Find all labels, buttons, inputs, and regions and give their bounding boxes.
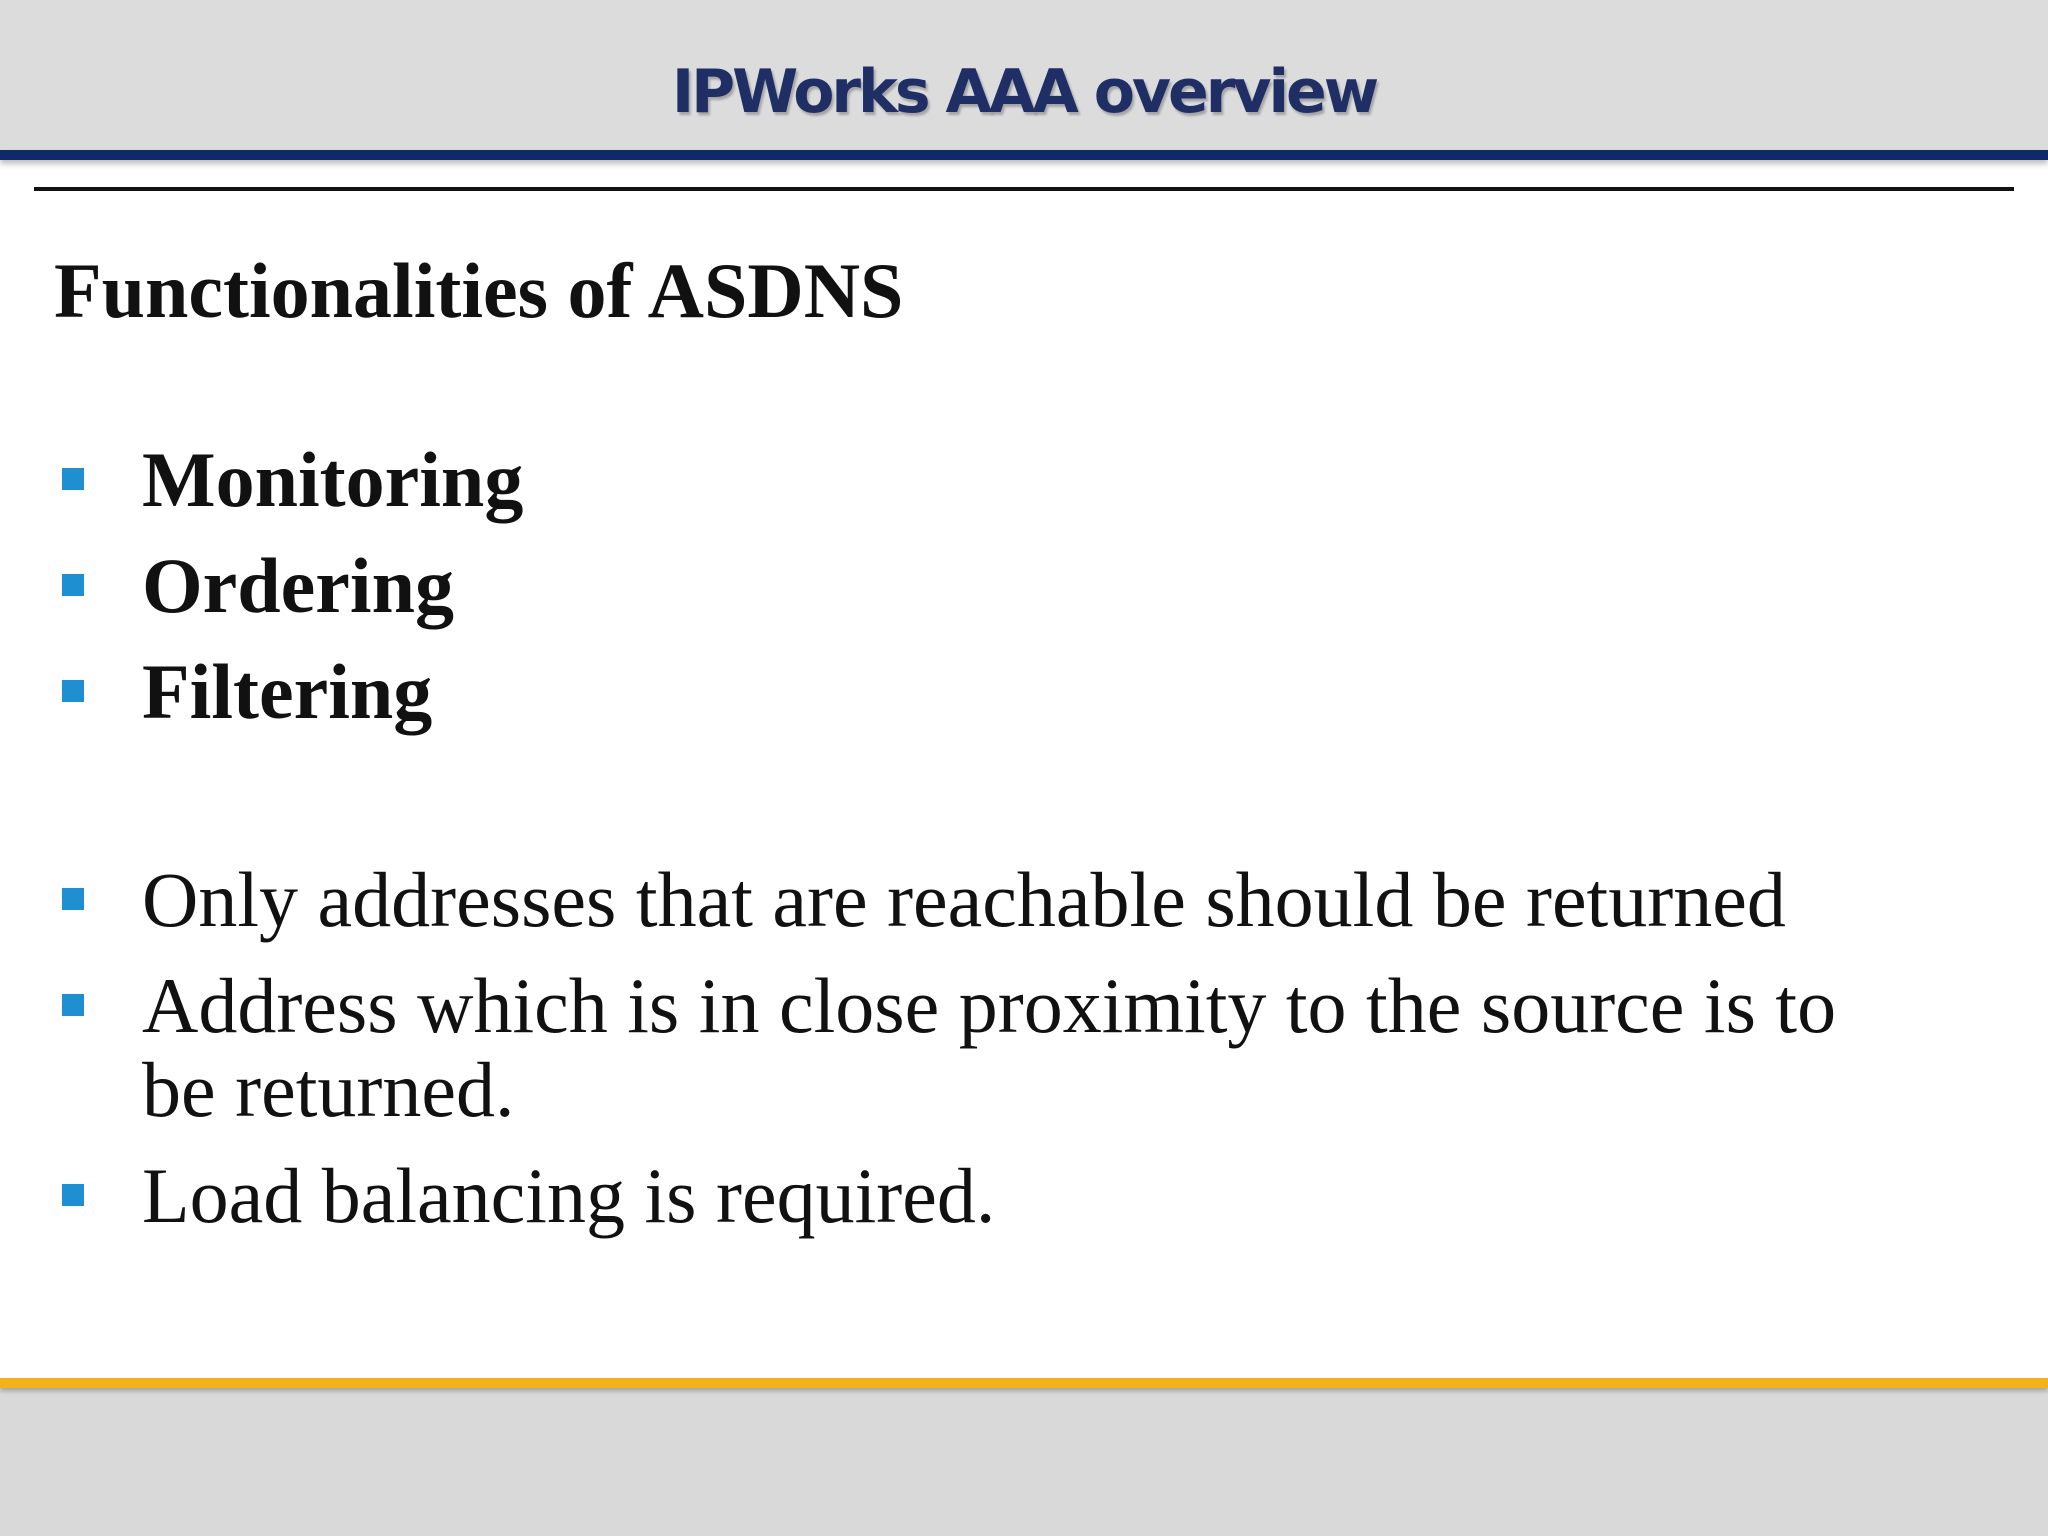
list-item-monitoring — [54, 438, 523, 544]
list-item-proximity — [54, 964, 1914, 1132]
footer-band — [0, 1386, 2048, 1536]
square-bullet-icon — [62, 680, 84, 702]
list-item-label: Monitoring — [142, 436, 524, 523]
slide-title: IPWorks AAA overview — [671, 57, 1377, 127]
list-item-label: Only addresses that are reachable should be returned — [142, 856, 1786, 943]
square-bullet-icon — [62, 994, 84, 1016]
requirements-list — [54, 858, 1914, 1260]
header-divider — [0, 150, 2048, 160]
section-heading: Functionalities of ASDNS — [54, 247, 904, 334]
square-bullet-icon — [62, 1184, 84, 1206]
square-bullet-icon — [62, 468, 84, 490]
list-item-ordering — [54, 544, 523, 650]
footer-divider — [0, 1378, 2048, 1388]
content-divider — [34, 187, 2014, 191]
square-bullet-icon — [62, 888, 84, 910]
functionality-list — [54, 438, 523, 756]
list-item-label: Filtering — [142, 648, 433, 735]
list-item-load-balancing — [54, 1154, 1914, 1238]
list-item-label: Load balancing is required. — [142, 1152, 996, 1239]
list-item-label: Ordering — [142, 542, 454, 629]
list-item-label: Address which is in close proximity to the source is to be returned. — [142, 962, 1837, 1133]
list-item-reachable — [54, 858, 1914, 942]
square-bullet-icon — [62, 574, 84, 596]
list-item-filtering — [54, 650, 523, 756]
